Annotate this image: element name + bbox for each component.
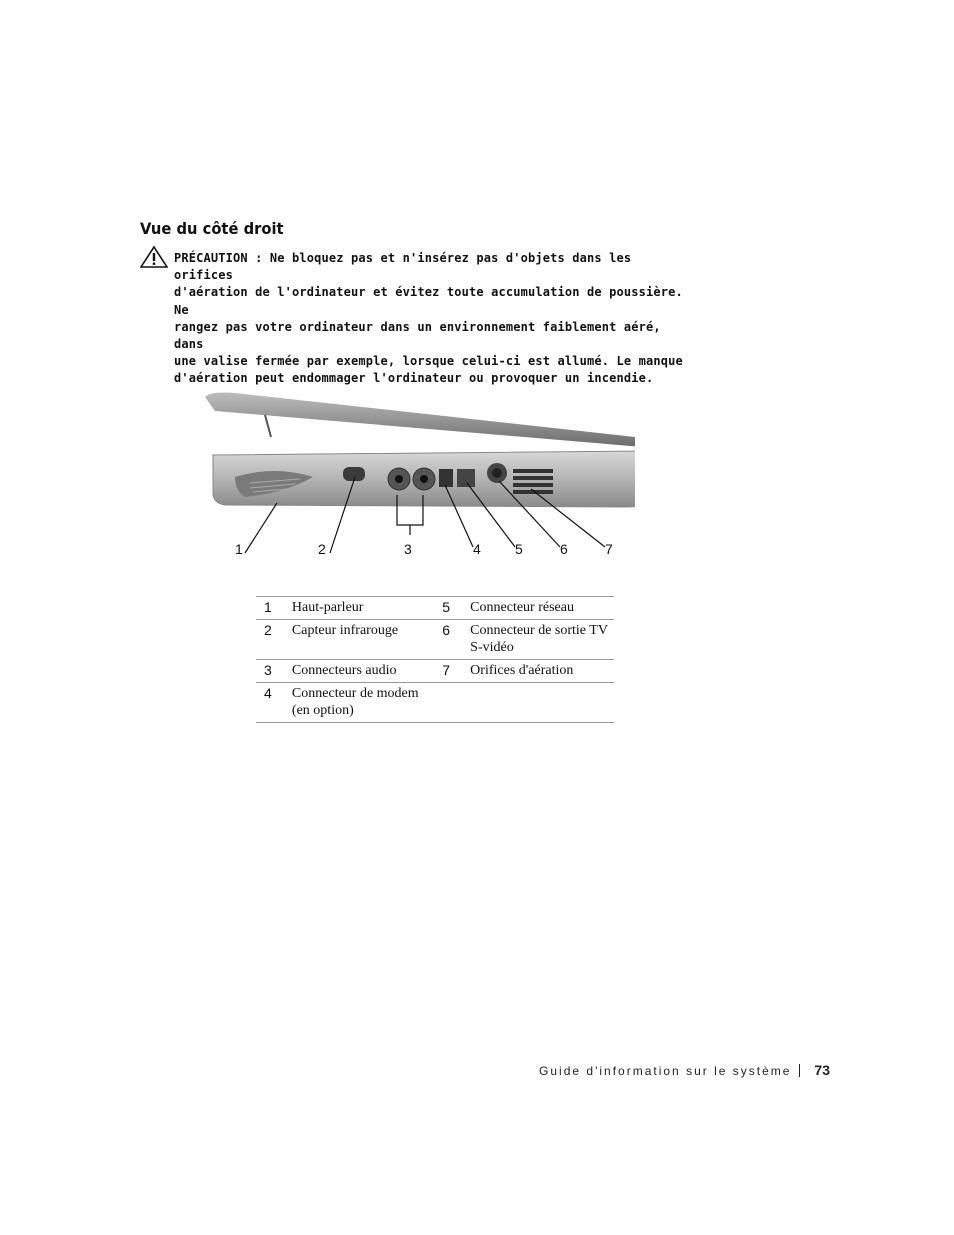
legend-label: Connecteur de sortie TV S-vidéo <box>470 620 614 660</box>
legend-number: 3 <box>256 660 292 683</box>
legend-label: Connecteurs audio <box>292 660 436 683</box>
legend-label <box>470 683 614 723</box>
caution-label: PRÉCAUTION : <box>174 251 263 265</box>
callout-2: 2 <box>318 541 326 557</box>
legend-label: Haut-parleur <box>292 597 436 620</box>
laptop-right-side-illustration <box>205 385 635 570</box>
legend-number: 1 <box>256 597 292 620</box>
legend-number: 5 <box>436 597 470 620</box>
callout-4: 4 <box>473 541 481 557</box>
footer-guide-title: Guide d'information sur le système <box>539 1064 792 1078</box>
table-row <box>256 620 614 660</box>
legend-label: Orifices d'aération <box>470 660 614 683</box>
table-row <box>256 660 614 683</box>
legend-number <box>436 683 470 723</box>
callout-legend-table <box>256 596 614 723</box>
table-row <box>256 683 614 723</box>
callout-7: 7 <box>605 541 613 557</box>
legend-label: Capteur infrarouge <box>292 620 436 660</box>
footer-divider <box>799 1064 800 1077</box>
callout-5: 5 <box>515 541 523 557</box>
callout-6: 6 <box>560 541 568 557</box>
page-footer <box>539 1062 830 1078</box>
callout-3: 3 <box>404 541 412 557</box>
warning-triangle-icon <box>140 245 168 269</box>
legend-number: 6 <box>436 620 470 660</box>
page-number: 73 <box>814 1062 830 1078</box>
legend-number: 2 <box>256 620 292 660</box>
legend-label: Connecteur de modem (en option) <box>292 683 436 723</box>
table-row <box>256 597 614 620</box>
caution-text: Ne bloquez pas et n'insérez pas d'objets dans les orifices d'aération de l'ordinateur et évitez toute accumulation de poussière. Ne rangez pas votre ordinateur dans un environnement faiblement aéré, dans une valise fermée par exemple, lorsque celui-ci est allumé. Le manque d'aération peut endommager l'ordinateur ou provoquer un incendie. <box>174 251 683 386</box>
callout-1: 1 <box>235 541 243 557</box>
legend-label: Connecteur réseau <box>470 597 614 620</box>
caution-note <box>174 250 694 388</box>
legend-number: 4 <box>256 683 292 723</box>
section-title: Vue du côté droit <box>140 219 284 238</box>
legend-number: 7 <box>436 660 470 683</box>
